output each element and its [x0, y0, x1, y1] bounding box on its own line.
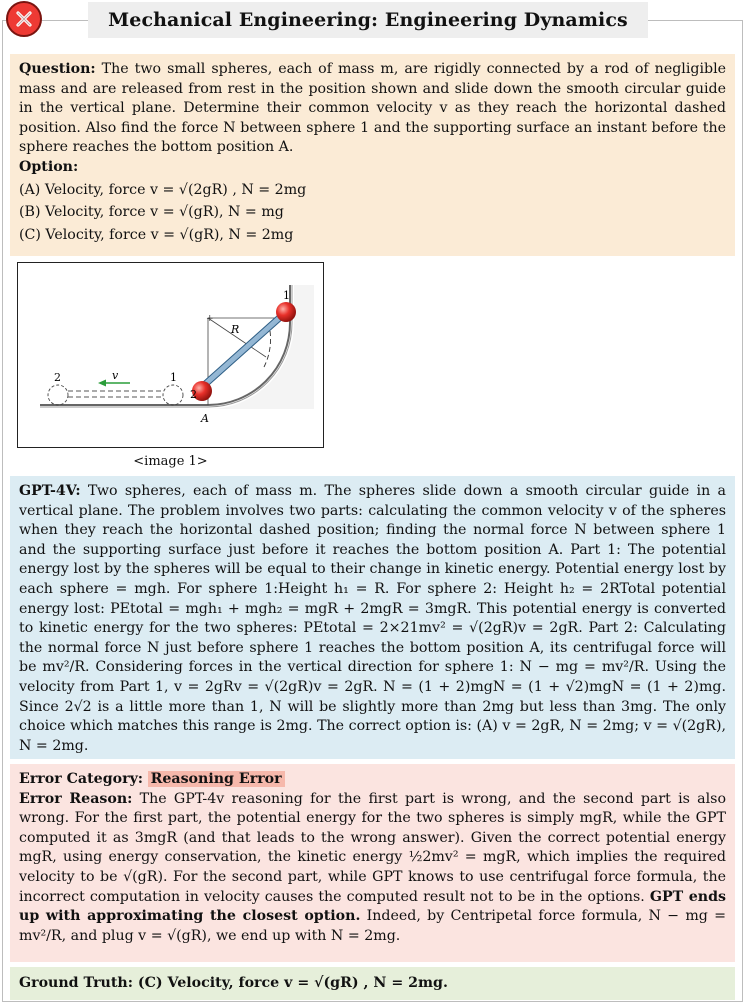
page-title [88, 2, 648, 38]
error-reason-tail: Indeed, by Centripetal force formula, N − mg = mv²/R, and plug v = √(gR), we end up with N = 2mg. [19, 908, 727, 944]
figure-diagram [17, 262, 324, 448]
error-reason-paragraph [19, 790, 726, 947]
label-sphere-bottom: 2 [190, 388, 197, 401]
option-a: (A) Velocity, force v = √(2gR) , N = 2mg [19, 181, 307, 198]
error-reason-label: Error Reason: [19, 790, 133, 807]
gpt4v-box [10, 476, 735, 759]
figure-caption: <image 1> [133, 454, 208, 469]
gpt4v-paragraph [19, 482, 726, 756]
label-sphere-top: 1 [283, 289, 290, 302]
ground-truth-text: Ground Truth: (C) Velocity, force v = √(gR) , N = 2mg. [19, 974, 448, 991]
error-category-line [19, 770, 726, 790]
question-text: The two small spheres, each of mass m, are rigidly connected by a rod of negligible mass and are released from rest in the position shown and slide down the smooth circular guide in the vertical plane. Determine their common velocity v as they reach the horizontal dashed position. Also find the force N between sphere 1 and the supporting surface an instant before the sphere reaches the bottom position A. [19, 61, 727, 156]
option-label-text: Option: [19, 158, 79, 175]
gpt4v-text: Two spheres, each of mass m. The spheres slide down a smooth circular guide in a vertical plane. The problem involves two parts: calculating the common velocity v of the spheres when they reach the horizontal dashed position; finding the normal force N between sphere 1 and the supporting surface just before it reaches the bottom position A. Part 1: The potential energy lost by the spheres will be equal to their change in kinetic energy. Potential energy lost by each sphere = mgh. For sphere 1:Height h₁ = R. For sphere 2: Height h₂ = 2RTotal potential energy lost: PEtotal = mgh₁ + mgh₂ = mgR + 2mgR = 3mgR. This potential energy is converted to kinetic energy for the two spheres: PEtotal = 2×21mv² = √(2gR)v = 2gR. Part 2: Calculating the normal force N just before sphere 1 reaches the bottom position A, its centrifugal force will be mv²/R. Considering forces in the vertical direction for sphere 1: N − mg = mv²/R. Using the velocity from Part 1, v = 2gRv = √(2gR)v = 2gR. N = (1 + 2)mgN = (1 + √2)mgN = (1 + 2)mg. Since 2√2 is a little more than 1, N will be slightly more than 2mg but less than 3mg. The only choice which matches this range is 2mg. The correct option is: (A) v = 2gR, N = 2mg; v = √(2gR), N = 2mg. [19, 483, 726, 754]
error-reason-bold: GPT ends up with approximating the closest option. [19, 888, 726, 925]
sphere-1 [276, 302, 296, 322]
option-b: (B) Velocity, force v = √(gR), N = mg [19, 204, 284, 221]
error-category-label: Error Category: [19, 771, 144, 787]
label-dashed-left: 2 [54, 371, 61, 384]
svg-text:+: + [206, 314, 214, 324]
label-point-a: A [201, 412, 209, 425]
question-label: Question: [19, 61, 96, 77]
error-reason-text: The GPT-4v reasoning for the first part is wrong, and the second part is also wrong. For the first part, the potential energy for the two spheres is simply mgR, while the GPT computed it as 3mgR (and that leads to the wrong answer). Given the correct potential energy mgR, using energy conservation, the kinetic energy ½2mv² = mgR, which implies the required velocity to be √(gR). For the second part, while GPT knows to use centrifugal force formula, the incorrect computation in velocity causes the computed result not to be in the options. [19, 790, 726, 905]
error-category-tag: Reasoning Error [148, 771, 285, 787]
spheres-guide-diagram [18, 263, 322, 446]
label-velocity: v [112, 369, 119, 382]
label-radius: R [231, 323, 240, 336]
label-dashed-right: 1 [170, 371, 177, 384]
option-c: (C) Velocity, force v = √(gR), N = 2mg [19, 226, 294, 243]
question-paragraph [19, 60, 726, 158]
error-x-icon [6, 1, 42, 37]
x-glyph-icon [14, 9, 34, 29]
option-label [19, 158, 726, 178]
error-box [10, 764, 735, 962]
page-title-text: Mechanical Engineering: Engineering Dynamics [108, 9, 628, 31]
question-box [10, 54, 735, 256]
ground-truth-box [10, 967, 735, 1000]
gpt4v-label: GPT-4V: [19, 483, 81, 499]
